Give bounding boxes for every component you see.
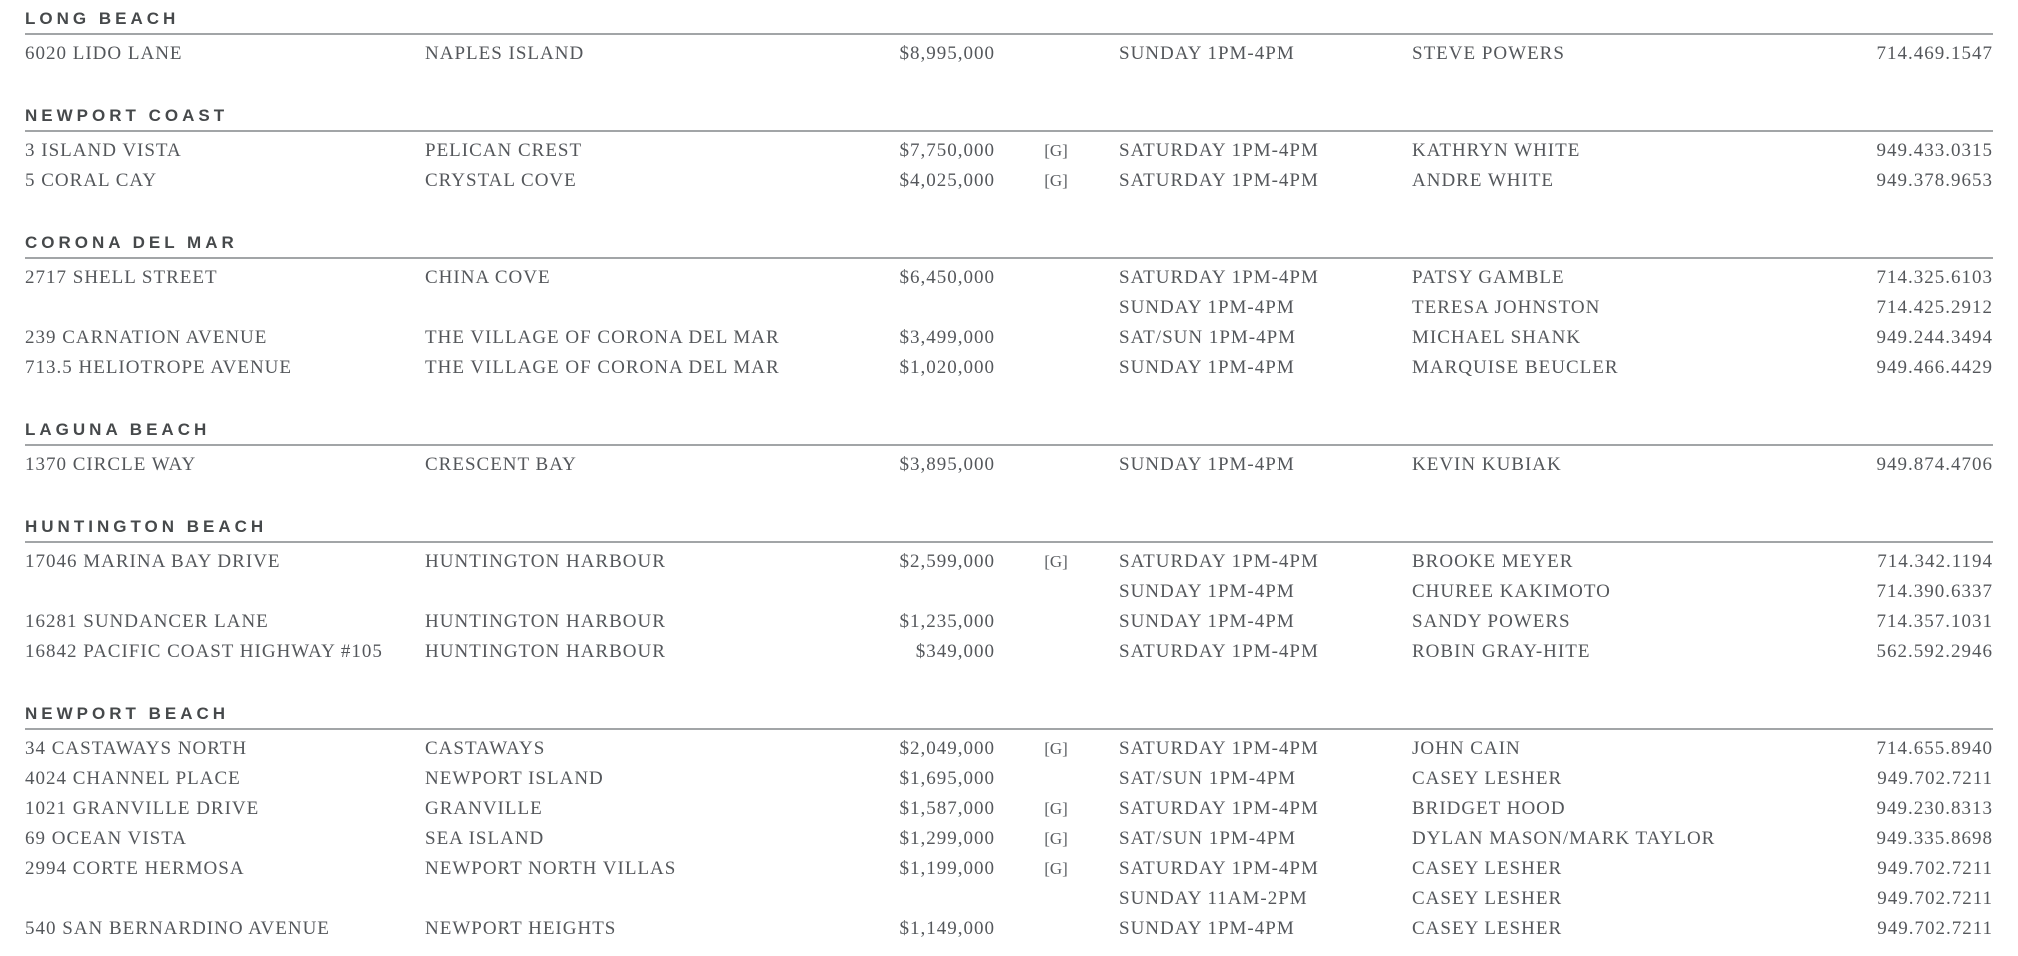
- agent-name: STEVE POWERS: [1412, 43, 1565, 64]
- agent-name: DYLAN MASON/MARK TAYLOR: [1412, 828, 1716, 849]
- listing-address: 713.5 HELIOTROPE AVENUE: [25, 357, 293, 378]
- listing-price: $7,750,000: [899, 140, 995, 161]
- listing-neighborhood: NEWPORT ISLAND: [425, 768, 604, 789]
- open-house-time: SUNDAY 11AM-2PM: [1119, 888, 1308, 909]
- agent-phone: 949.433.0315: [1876, 140, 1993, 161]
- open-house-time: SATURDAY 1PM-4PM: [1119, 641, 1319, 662]
- listing-price: $3,499,000: [899, 327, 995, 348]
- agent-name: SANDY POWERS: [1412, 611, 1571, 632]
- listing-row: [25, 166, 1993, 196]
- agent-phone: 949.702.7211: [1877, 768, 1993, 789]
- open-house-time: SUNDAY 1PM-4PM: [1119, 581, 1295, 602]
- section-rows: [25, 35, 1993, 69]
- g-marker: [G]: [1044, 141, 1068, 160]
- listing-row: [25, 884, 1993, 914]
- listing-price: $2,599,000: [899, 551, 995, 572]
- listing-price: $1,149,000: [899, 918, 995, 939]
- listing-address: 4024 CHANNEL PLACE: [25, 768, 241, 789]
- city-section: [25, 107, 1993, 196]
- open-house-time: SATURDAY 1PM-4PM: [1119, 140, 1319, 161]
- section-title: CORONA DEL MAR: [25, 234, 1993, 259]
- listing-neighborhood: NAPLES ISLAND: [425, 43, 585, 64]
- listing-neighborhood: NEWPORT NORTH VILLAS: [425, 858, 677, 879]
- listing-row: [25, 136, 1993, 166]
- listing-price: $1,299,000: [899, 828, 995, 849]
- agent-phone: 949.244.3494: [1876, 327, 1993, 348]
- listing-price: $1,695,000: [899, 768, 995, 789]
- section-title: LONG BEACH: [25, 10, 1993, 35]
- open-house-time: SUNDAY 1PM-4PM: [1119, 357, 1295, 378]
- agent-phone: 714.469.1547: [1876, 43, 1993, 64]
- agent-phone: 714.325.6103: [1876, 267, 1993, 288]
- listing-neighborhood: CRYSTAL COVE: [425, 170, 577, 191]
- agent-name: KEVIN KUBIAK: [1412, 454, 1562, 475]
- listing-row: [25, 293, 1993, 323]
- listing-neighborhood: HUNTINGTON HARBOUR: [425, 641, 666, 662]
- listing-neighborhood: CHINA COVE: [425, 267, 551, 288]
- listing-neighborhood: THE VILLAGE OF CORONA DEL MAR: [425, 327, 780, 348]
- listing-neighborhood: NEWPORT HEIGHTS: [425, 918, 617, 939]
- listing-address: 239 CARNATION AVENUE: [25, 327, 268, 348]
- listing-neighborhood: HUNTINGTON HARBOUR: [425, 551, 666, 572]
- open-house-time: SATURDAY 1PM-4PM: [1119, 858, 1319, 879]
- listing-neighborhood: SEA ISLAND: [425, 828, 545, 849]
- agent-name: CASEY LESHER: [1412, 768, 1563, 789]
- agent-phone: 949.874.4706: [1876, 454, 1993, 475]
- listing-address: 16281 SUNDANCER LANE: [25, 611, 269, 632]
- agent-name: MARQUISE BEUCLER: [1412, 357, 1619, 378]
- open-house-time: SAT/SUN 1PM-4PM: [1119, 327, 1297, 348]
- g-marker: [G]: [1044, 171, 1068, 190]
- section-title: NEWPORT BEACH: [25, 705, 1993, 730]
- listing-row: [25, 854, 1993, 884]
- listing-address: 3 ISLAND VISTA: [25, 140, 182, 161]
- city-section: [25, 10, 1993, 69]
- listing-address: 1021 GRANVILLE DRIVE: [25, 798, 260, 819]
- open-house-time: SATURDAY 1PM-4PM: [1119, 798, 1319, 819]
- listing-row: [25, 323, 1993, 353]
- g-marker: [G]: [1044, 552, 1068, 571]
- listing-neighborhood: CASTAWAYS: [425, 738, 546, 759]
- agent-phone: 949.466.4429: [1876, 357, 1993, 378]
- listing-row: [25, 607, 1993, 637]
- g-marker: [G]: [1044, 799, 1068, 818]
- open-house-time: SAT/SUN 1PM-4PM: [1119, 828, 1297, 849]
- listing-neighborhood: PELICAN CREST: [425, 140, 583, 161]
- agent-name: JOHN CAIN: [1412, 738, 1521, 759]
- open-house-time: SUNDAY 1PM-4PM: [1119, 43, 1295, 64]
- listing-row: [25, 824, 1993, 854]
- agent-phone: 949.335.8698: [1876, 828, 1993, 849]
- agent-name: CHUREE KAKIMOTO: [1412, 581, 1611, 602]
- agent-phone: 949.378.9653: [1876, 170, 1993, 191]
- listing-row: [25, 794, 1993, 824]
- listing-address: 2994 CORTE HERMOSA: [25, 858, 245, 879]
- listing-row: [25, 547, 1993, 577]
- agent-phone: 714.357.1031: [1876, 611, 1993, 632]
- section-title: NEWPORT COAST: [25, 107, 1993, 132]
- agent-name: ANDRE WHITE: [1412, 170, 1555, 191]
- listing-row: [25, 353, 1993, 383]
- listing-address: 5 CORAL CAY: [25, 170, 158, 191]
- g-marker: [G]: [1044, 739, 1068, 758]
- agent-phone: 949.702.7211: [1877, 918, 1993, 939]
- agent-name: BRIDGET HOOD: [1412, 798, 1566, 819]
- agent-phone: 949.702.7211: [1877, 858, 1993, 879]
- city-section: [25, 234, 1993, 383]
- agent-name: CASEY LESHER: [1412, 888, 1563, 909]
- agent-phone: 714.655.8940: [1876, 738, 1993, 759]
- agent-phone: 714.342.1194: [1877, 551, 1993, 572]
- listing-price: $1,235,000: [899, 611, 995, 632]
- listing-address: 17046 MARINA BAY DRIVE: [25, 551, 281, 572]
- open-house-time: SAT/SUN 1PM-4PM: [1119, 768, 1297, 789]
- agent-name: ROBIN GRAY-HITE: [1412, 641, 1591, 662]
- city-section: [25, 518, 1993, 667]
- listing-row: [25, 450, 1993, 480]
- agent-name: BROOKE MEYER: [1412, 551, 1574, 572]
- open-house-time: SATURDAY 1PM-4PM: [1119, 170, 1319, 191]
- section-rows: [25, 543, 1993, 667]
- section-title: HUNTINGTON BEACH: [25, 518, 1993, 543]
- agent-phone: 562.592.2946: [1876, 641, 1993, 662]
- g-marker: [G]: [1044, 829, 1068, 848]
- agent-phone: 714.390.6337: [1876, 581, 1993, 602]
- listing-price: $6,450,000: [899, 267, 995, 288]
- section-rows: [25, 132, 1993, 196]
- open-house-time: SUNDAY 1PM-4PM: [1119, 918, 1295, 939]
- listing-address: 540 SAN BERNARDINO AVENUE: [25, 918, 330, 939]
- listing-row: [25, 263, 1993, 293]
- section-title: LAGUNA BEACH: [25, 421, 1993, 446]
- listing-price: $1,587,000: [899, 798, 995, 819]
- open-house-time: SATURDAY 1PM-4PM: [1119, 551, 1319, 572]
- listing-price: $8,995,000: [899, 43, 995, 64]
- listing-row: [25, 39, 1993, 69]
- listing-row: [25, 914, 1993, 944]
- agent-name: KATHRYN WHITE: [1412, 140, 1581, 161]
- agent-name: CASEY LESHER: [1412, 918, 1563, 939]
- agent-phone: 949.702.7211: [1877, 888, 1993, 909]
- listing-row: [25, 577, 1993, 607]
- agent-name: MICHAEL SHANK: [1412, 327, 1582, 348]
- open-house-time: SUNDAY 1PM-4PM: [1119, 454, 1295, 475]
- listing-neighborhood: HUNTINGTON HARBOUR: [425, 611, 666, 632]
- listing-price: $1,020,000: [899, 357, 995, 378]
- section-rows: [25, 259, 1993, 383]
- listing-price: $1,199,000: [899, 858, 995, 879]
- listing-row: [25, 637, 1993, 667]
- listing-neighborhood: CRESCENT BAY: [425, 454, 577, 475]
- city-section: [25, 421, 1993, 480]
- agent-name: CASEY LESHER: [1412, 858, 1563, 879]
- agent-name: TERESA JOHNSTON: [1412, 297, 1601, 318]
- listing-neighborhood: GRANVILLE: [425, 798, 543, 819]
- listing-price: $3,895,000: [899, 454, 995, 475]
- section-rows: [25, 446, 1993, 480]
- listing-neighborhood: THE VILLAGE OF CORONA DEL MAR: [425, 357, 780, 378]
- open-house-time: SATURDAY 1PM-4PM: [1119, 738, 1319, 759]
- city-section: [25, 705, 1993, 944]
- section-rows: [25, 730, 1993, 944]
- listing-address: 34 CASTAWAYS NORTH: [25, 738, 248, 759]
- listing-price: $2,049,000: [899, 738, 995, 759]
- listing-price: $4,025,000: [899, 170, 995, 191]
- listing-address: 1370 CIRCLE WAY: [25, 454, 197, 475]
- listing-row: [25, 734, 1993, 764]
- listing-address: 16842 PACIFIC COAST HIGHWAY #105: [25, 641, 383, 662]
- listing-address: 69 OCEAN VISTA: [25, 828, 188, 849]
- agent-phone: 949.230.8313: [1876, 798, 1993, 819]
- g-marker: [G]: [1044, 859, 1068, 878]
- listing-address: 6020 LIDO LANE: [25, 43, 183, 64]
- open-house-time: SUNDAY 1PM-4PM: [1119, 297, 1295, 318]
- listing-price: $349,000: [915, 641, 995, 662]
- agent-name: PATSY GAMBLE: [1412, 267, 1565, 288]
- open-house-time: SATURDAY 1PM-4PM: [1119, 267, 1319, 288]
- listing-row: [25, 764, 1993, 794]
- listing-address: 2717 SHELL STREET: [25, 267, 218, 288]
- agent-phone: 714.425.2912: [1876, 297, 1993, 318]
- open-house-time: SUNDAY 1PM-4PM: [1119, 611, 1295, 632]
